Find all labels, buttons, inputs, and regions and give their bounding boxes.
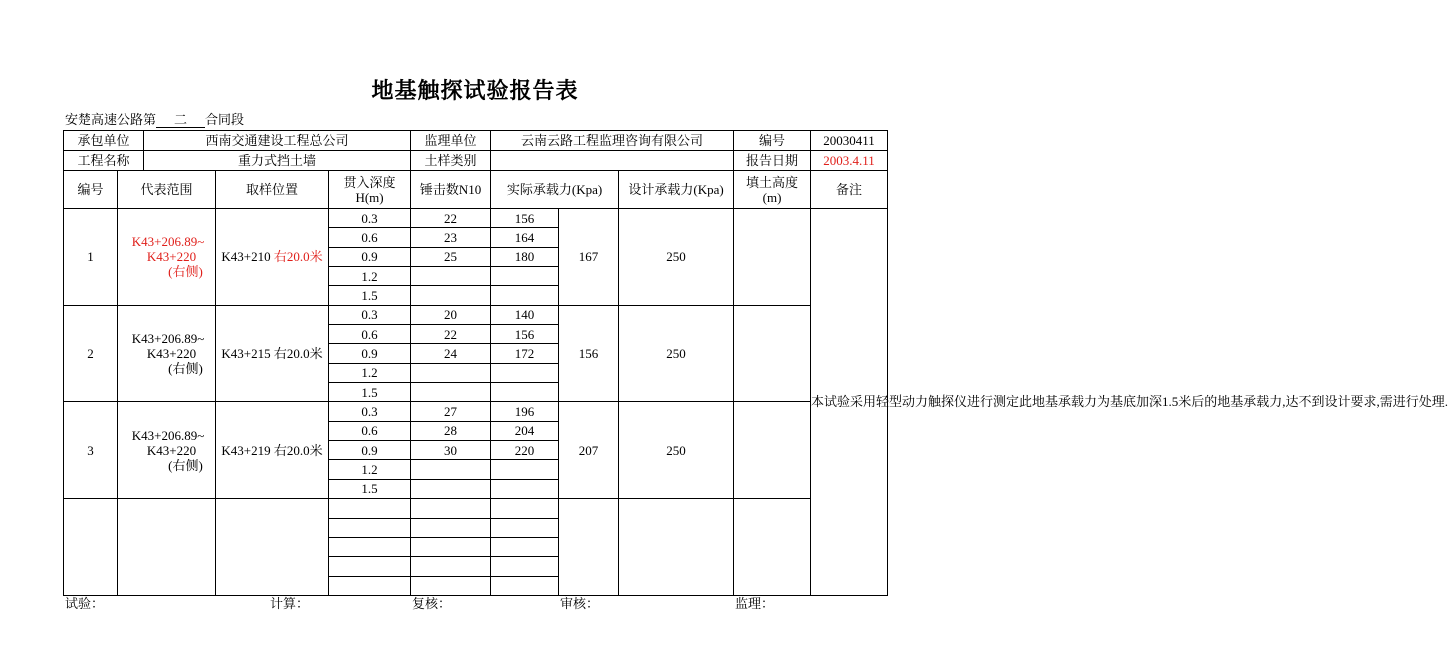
blows-cell	[411, 499, 491, 518]
actual-capacity-cell	[491, 499, 559, 518]
footer-reviewer: 复核：	[412, 596, 452, 611]
depth-cell: 0.9	[329, 344, 411, 363]
blows-cell: 22	[411, 209, 491, 228]
average-capacity-cell	[559, 499, 619, 596]
depth-cell: 0.3	[329, 209, 411, 228]
blows-cell	[411, 286, 491, 305]
actual-capacity-cell	[491, 518, 559, 537]
design-capacity-cell	[619, 499, 734, 596]
header-range: 代表范围	[118, 171, 216, 209]
footer-auditor: 审核：	[560, 596, 600, 611]
actual-capacity-cell: 140	[491, 305, 559, 324]
blows-cell	[411, 460, 491, 479]
sample-number-cell: 2	[64, 305, 118, 402]
fill-height-cell	[734, 209, 811, 306]
depth-cell: 0.6	[329, 421, 411, 440]
header-blows: 锤击数N10	[411, 171, 491, 209]
actual-capacity-cell: 164	[491, 228, 559, 247]
blows-cell: 24	[411, 344, 491, 363]
range-line: K43+220	[146, 249, 197, 265]
blows-cell: 25	[411, 247, 491, 266]
depth-cell	[329, 576, 411, 595]
actual-capacity-cell	[491, 557, 559, 576]
range-line: K43+220	[146, 442, 197, 458]
blows-cell: 20	[411, 305, 491, 324]
report-table	[63, 130, 1448, 596]
location-offset: 右20.0米	[273, 249, 323, 265]
contract-suffix: 合同段	[205, 112, 245, 127]
range-line: (右侧)	[168, 457, 203, 473]
range-cell	[118, 402, 216, 499]
data-row	[64, 499, 888, 518]
report-number-label: 编号	[734, 131, 811, 151]
depth-cell: 0.9	[329, 441, 411, 460]
location-cell	[216, 499, 329, 596]
range-line: (右侧)	[168, 264, 203, 280]
fill-height-cell	[734, 305, 811, 402]
project-value: 重力式挡土墙	[144, 151, 411, 171]
actual-capacity-cell: 180	[491, 247, 559, 266]
depth-cell	[329, 518, 411, 537]
actual-capacity-cell	[491, 383, 559, 402]
location-cell	[216, 209, 329, 306]
contract-section-number: 二	[156, 113, 205, 128]
blows-cell	[411, 537, 491, 556]
depth-cell: 0.9	[329, 247, 411, 266]
report-date-value: 2003.4.11	[811, 151, 888, 171]
header-design-capacity: 设计承载力(Kpa)	[619, 171, 734, 209]
design-capacity-cell: 250	[619, 209, 734, 306]
depth-cell: 1.5	[329, 479, 411, 498]
report-title: 地基触探试验报告表	[371, 78, 579, 103]
footer-supervisor: 监理：	[735, 596, 775, 611]
blows-cell: 28	[411, 421, 491, 440]
range-cell	[118, 209, 216, 306]
depth-cell	[329, 537, 411, 556]
depth-cell: 0.6	[329, 228, 411, 247]
header-number: 编号	[64, 171, 118, 209]
actual-capacity-cell	[491, 267, 559, 286]
header-actual-capacity: 实际承载力(Kpa)	[491, 171, 619, 209]
actual-capacity-cell	[491, 537, 559, 556]
blows-cell	[411, 267, 491, 286]
footer-tester: 试验：	[65, 596, 105, 611]
soil-type-label: 土样类别	[411, 151, 491, 171]
actual-capacity-cell: 156	[491, 209, 559, 228]
actual-capacity-cell	[491, 576, 559, 595]
depth-cell	[329, 499, 411, 518]
contractor-label: 承包单位	[64, 131, 144, 151]
range-line: K43+206.89~	[131, 234, 205, 250]
blows-cell	[411, 363, 491, 382]
header-fill-line1: 填土高度	[746, 174, 799, 190]
actual-capacity-cell: 220	[491, 441, 559, 460]
blows-cell: 22	[411, 325, 491, 344]
location-cell	[216, 305, 329, 402]
blows-cell: 30	[411, 441, 491, 460]
header-depth	[329, 171, 411, 209]
header-remarks: 备注	[811, 171, 888, 209]
actual-capacity-cell	[491, 363, 559, 382]
project-label: 工程名称	[64, 151, 144, 171]
location-cell	[216, 402, 329, 499]
data-row	[64, 209, 888, 228]
actual-capacity-cell: 196	[491, 402, 559, 421]
range-line: K43+206.89~	[131, 331, 205, 347]
soil-type-value	[491, 151, 734, 171]
depth-cell: 0.6	[329, 325, 411, 344]
header-location: 取样位置	[216, 171, 329, 209]
depth-cell	[329, 557, 411, 576]
contractor-value: 西南交通建设工程总公司	[144, 131, 411, 151]
design-capacity-cell: 250	[619, 305, 734, 402]
range-line: K43+206.89~	[131, 427, 205, 443]
actual-capacity-cell	[491, 286, 559, 305]
blows-cell	[411, 383, 491, 402]
actual-capacity-cell: 204	[491, 421, 559, 440]
report-date-label: 报告日期	[734, 151, 811, 171]
actual-capacity-cell	[491, 460, 559, 479]
blows-cell	[411, 576, 491, 595]
location-offset: 右20.0米	[273, 346, 323, 362]
location-station: K43+215	[221, 346, 271, 362]
sample-number-cell	[64, 499, 118, 596]
depth-cell: 1.5	[329, 286, 411, 305]
blows-cell: 23	[411, 228, 491, 247]
location-station: K43+210	[221, 249, 271, 265]
supervisor-label: 监理单位	[411, 131, 491, 151]
actual-capacity-cell: 156	[491, 325, 559, 344]
depth-cell: 1.2	[329, 363, 411, 382]
average-capacity-cell: 167	[559, 209, 619, 306]
data-row	[64, 402, 888, 421]
blows-cell	[411, 479, 491, 498]
range-line: (右侧)	[168, 361, 203, 377]
blows-cell	[411, 518, 491, 537]
depth-cell: 1.5	[329, 383, 411, 402]
depth-cell: 1.2	[329, 460, 411, 479]
depth-cell: 0.3	[329, 402, 411, 421]
range-cell	[118, 305, 216, 402]
location-station: K43+219	[221, 442, 271, 458]
range-cell	[118, 499, 216, 596]
remarks-cell: 本试验采用轻型动力触探仪进行测定此地基承载力为基底加深1.5米后的地基承载力,达不到设计要求,需进行处理.	[811, 209, 888, 596]
sample-number-cell: 3	[64, 402, 118, 499]
blows-cell	[411, 557, 491, 576]
supervisor-value: 云南云路工程监理咨询有限公司	[491, 131, 734, 151]
range-line: K43+220	[146, 346, 197, 362]
footer-calculator: 计算：	[270, 596, 310, 611]
header-fill-height	[734, 171, 811, 209]
location-offset: 右20.0米	[273, 442, 323, 458]
column-header-row	[64, 171, 888, 209]
data-row	[64, 305, 888, 324]
actual-capacity-cell	[491, 479, 559, 498]
contract-section-line	[65, 112, 244, 128]
depth-cell: 1.2	[329, 267, 411, 286]
depth-cell: 0.3	[329, 305, 411, 324]
contract-prefix: 安楚高速公路第	[65, 112, 157, 127]
fill-height-cell	[734, 499, 811, 596]
sample-number-cell: 1	[64, 209, 118, 306]
average-capacity-cell: 156	[559, 305, 619, 402]
header-fill-line2: (m)	[762, 189, 782, 205]
info-row-project	[64, 151, 888, 171]
design-capacity-cell: 250	[619, 402, 734, 499]
fill-height-cell	[734, 402, 811, 499]
report-number-value: 20030411	[811, 131, 888, 151]
average-capacity-cell: 207	[559, 402, 619, 499]
header-depth-line1: 贯入深度	[343, 174, 396, 190]
header-depth-line2: H(m)	[355, 189, 384, 205]
actual-capacity-cell: 172	[491, 344, 559, 363]
blows-cell: 27	[411, 402, 491, 421]
info-row-contractor	[64, 131, 888, 151]
